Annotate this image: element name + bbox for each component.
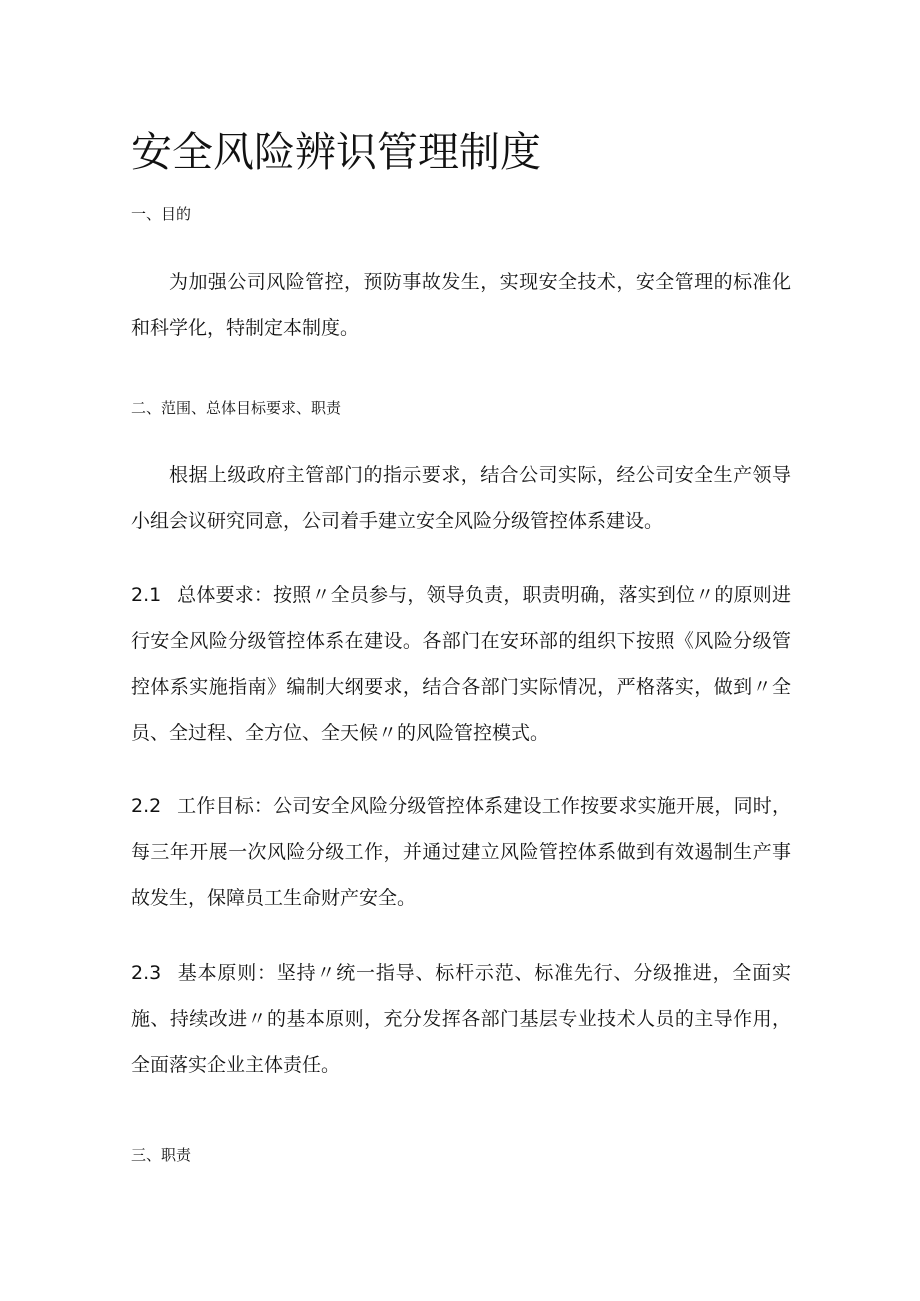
paragraph-scope: 根据上级政府主管部门的指示要求，结合公司实际，经公司安全生产领导小组会议研究同意，公司着手建立安全风险分级管控体系建设。 (131, 464, 791, 532)
section-heading-purpose: 一、目的 (131, 205, 192, 223)
paragraph-purpose: 为加强公司风险管控，预防事故发生，实现安全技术，安全管理的标准化和科学化，特制定本制度。 (131, 271, 791, 339)
document-title: 安全风险辨识管理制度 (131, 128, 541, 176)
item-text: 工作目标：公司安全风险分级管控体系建设工作按要求实施开展，同时，每三年开展一次风险分级工作，并通过建立风险管控体系做到有效遏制生产事故发生，保障员工生命财产安全。 (131, 795, 791, 909)
item-text: 总体要求：按照〃全员参与，领导负责，职责明确，落实到位〃的原则进行安全风险分级管控体系在建设。各部门在安环部的组织下按照《风险分级管控体系实施指南》编制大纲要求，结合各部门实际情况，严格落实，做到〃全员、全过程、全方位、全天候〃的风险管控模式。 (131, 584, 791, 744)
item-2-3 (131, 950, 791, 1088)
item-number: 2.1 (131, 584, 162, 606)
item-2-1 (131, 572, 791, 756)
section-heading-scope: 二、范围、总体目标要求、职责 (131, 399, 342, 417)
item-number: 2.3 (131, 962, 162, 984)
item-number: 2.2 (131, 795, 162, 817)
item-text: 基本原则：坚持〃统一指导、标杆示范、标准先行、分级推进，全面实施、持续改进〃的基本原则，充分发挥各部门基层专业技术人员的主导作用，全面落实企业主体责任。 (131, 962, 791, 1076)
section-heading-duties: 三、职责 (131, 1146, 192, 1164)
item-2-2 (131, 783, 791, 921)
